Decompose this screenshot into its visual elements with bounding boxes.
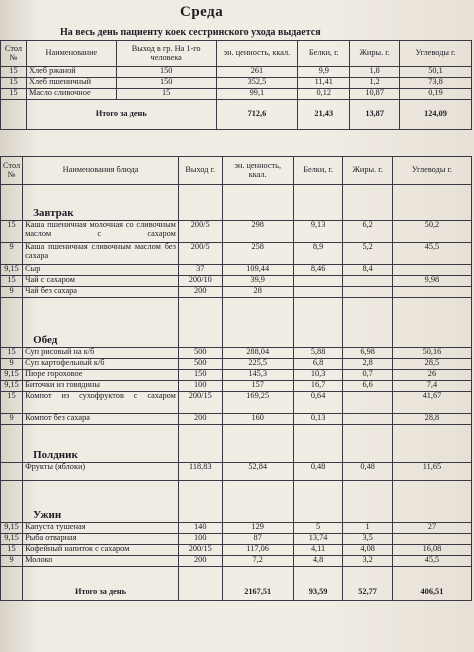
fat-cell: 6,6 [343,381,393,392]
yield-cell: 37 [178,265,222,276]
diet-table-cell: 9,15 [1,265,23,276]
fat-cell [343,287,393,298]
diet-table-cell: 15 [1,78,27,89]
protein-cell: 8,9 [293,243,343,265]
name-cell: Компот без сахара [23,414,179,425]
kcal-cell: 129 [222,523,293,534]
fat-cell: 1,2 [350,78,400,89]
name-cell: Рыба отварная [23,534,179,545]
fat-cell: 5,2 [343,243,393,265]
fat-cell: 3,2 [343,556,393,567]
protein-cell: 5,88 [293,348,343,359]
table-row [1,67,472,78]
diet-table-cell: 9 [1,359,23,370]
name-cell: Хлеб пшеничный [26,78,116,89]
name-cell: Чай с сахаром [23,276,179,287]
protein-cell: 4,11 [293,545,343,556]
carbs-cell: 45,5 [392,243,471,265]
carbs-cell: 7,4 [392,381,471,392]
section-row-lunch [1,298,472,348]
protein-cell: 4,8 [293,556,343,567]
yield-cell: 150 [178,370,222,381]
diet-table-cell: 9 [1,414,23,425]
kcal-cell: 99,1 [216,89,298,100]
section-row-breakfast [1,185,472,221]
name-cell: Пюре гороховое [23,370,179,381]
kcal-cell: 288,04 [222,348,293,359]
yield-cell: 200/10 [178,276,222,287]
table-row [1,78,472,89]
fat-cell [343,414,393,425]
diet-table-cell: 15 [1,348,23,359]
protein-cell [293,287,343,298]
carbs-cell: 28,8 [392,414,471,425]
header-cell: Стол № [1,41,27,67]
section-row-dinner [1,481,472,523]
yield-cell: 500 [178,348,222,359]
yield-cell: 150 [116,78,216,89]
total-protein: 93,59 [293,567,343,601]
name-cell: Капуста тушеная [23,523,179,534]
diet-table-cell: 15 [1,67,27,78]
kcal-cell: 117,06 [222,545,293,556]
table-row [1,370,472,381]
page-title: Среда [180,4,224,20]
kcal-cell: 225,5 [222,359,293,370]
yield-cell: 200 [178,556,222,567]
total-label: Итого за день [23,567,179,601]
header-cell: Выход в гр. На 1-го человека [116,41,216,67]
yield-cell: 150 [116,67,216,78]
kcal-cell: 169,25 [222,392,293,414]
diet-table-cell: 9 [1,556,23,567]
carbs-cell: 11,65 [392,463,471,481]
carbs-cell [392,265,471,276]
protein-cell: 0,12 [298,89,350,100]
kcal-cell: 261 [216,67,298,78]
carbs-cell: 50,2 [392,221,471,243]
carbs-cell: 0,19 [400,89,472,100]
diet-table-cell: 15 [1,276,23,287]
table-row [1,89,472,100]
header-cell: Белки, г. [298,41,350,67]
section-heading-snack: Полдник [23,425,179,463]
kcal-cell: 87 [222,534,293,545]
header-cell: Углеводы г. [392,157,471,185]
yield-cell: 140 [178,523,222,534]
header-cell: Стол № [1,157,23,185]
diet-table-cell: 9 [1,243,23,265]
carbs-cell: 50,1 [400,67,472,78]
kcal-cell: 160 [222,414,293,425]
yield-cell: 100 [178,534,222,545]
kcal-cell: 28 [222,287,293,298]
protein-cell: 9,9 [298,67,350,78]
fat-cell [343,276,393,287]
diet-table-cell: 9 [1,287,23,298]
page-subtitle: На весь день пациенту коек сестринского ухода выдается [60,27,321,38]
yield-cell: 200 [178,414,222,425]
table-row [1,556,472,567]
table-row [1,534,472,545]
kcal-cell: 145,3 [222,370,293,381]
carbs-cell: 41,67 [392,392,471,414]
diet-table-cell: 9,15 [1,523,23,534]
fat-cell: 8,4 [343,265,393,276]
carbs-cell [392,534,471,545]
name-cell: Кофейный напиток с сахаром [23,545,179,556]
table-row [1,381,472,392]
yield-cell: 118,83 [178,463,222,481]
table-row [1,348,472,359]
total-fat: 52,77 [343,567,393,601]
header-cell: Наименования блюда [23,157,179,185]
name-cell: Молоко [23,556,179,567]
yield-cell: 200 [178,287,222,298]
name-cell: Компот из сухофруктов с сахаром [23,392,179,414]
fat-cell: 1,8 [350,67,400,78]
fat-cell: 2,8 [343,359,393,370]
header-cell: Выход г. [178,157,222,185]
yield-cell: 200/5 [178,221,222,243]
meals-table [0,156,472,601]
section-heading-dinner: Ужин [23,481,179,523]
kcal-cell: 258 [222,243,293,265]
diet-table-cell: 15 [1,221,23,243]
table-row [1,287,472,298]
total-protein: 21,43 [298,100,350,130]
protein-cell: 8,46 [293,265,343,276]
yield-cell: 200/15 [178,545,222,556]
table-row [1,523,472,534]
fat-cell: 0,7 [343,370,393,381]
table-row [1,545,472,556]
bread-butter-table [0,40,472,130]
yield-cell: 200/5 [178,243,222,265]
name-cell: Чай без сахара [23,287,179,298]
table-row [1,463,472,481]
diet-table-cell: 9,15 [1,534,23,545]
fat-cell: 0,48 [343,463,393,481]
header-cell: Жиры. г. [343,157,393,185]
table-row [1,359,472,370]
table-row [1,392,472,414]
diet-table-cell: 15 [1,392,23,414]
kcal-cell: 298 [222,221,293,243]
carbs-cell: 27 [392,523,471,534]
table-row [1,243,472,265]
header-cell: Наименование [26,41,116,67]
yield-cell: 200/15 [178,392,222,414]
fat-cell: 10,87 [350,89,400,100]
total-fat: 13,87 [350,100,400,130]
yield-cell: 500 [178,359,222,370]
total-row [1,100,472,130]
name-cell: Биточки из говядины [23,381,179,392]
protein-cell: 9,13 [293,221,343,243]
diet-table-cell: 15 [1,89,27,100]
table-row [1,221,472,243]
protein-cell: 11,41 [298,78,350,89]
carbs-cell: 28,5 [392,359,471,370]
fat-cell: 6,2 [343,221,393,243]
protein-cell: 0,48 [293,463,343,481]
fat-cell: 1 [343,523,393,534]
carbs-cell: 16,08 [392,545,471,556]
total-carbs: 124,09 [400,100,472,130]
protein-cell: 6,8 [293,359,343,370]
header-cell: эн. ценность, ккал. [222,157,293,185]
fat-cell: 6,98 [343,348,393,359]
name-cell: Каша пшеничная молочная со сливочным маслом с сахаром [23,221,179,243]
header-cell: Жиры. г. [350,41,400,67]
section-row-snack [1,425,472,463]
total-carbs: 406,51 [392,567,471,601]
total-kcal: 712,6 [216,100,298,130]
protein-cell: 16,7 [293,381,343,392]
carbs-cell: 50,16 [392,348,471,359]
carbs-cell: 73,8 [400,78,472,89]
table-header-row [1,41,472,67]
name-cell: Хлеб ржаной [26,67,116,78]
section-heading-breakfast: Завтрак [23,185,179,221]
diet-table-cell [1,463,23,481]
carbs-cell: 26 [392,370,471,381]
total-row [1,567,472,601]
name-cell: Фрукты (яблоки) [23,463,179,481]
carbs-cell: 9,98 [392,276,471,287]
total-kcal: 2167,51 [222,567,293,601]
kcal-cell: 352,5 [216,78,298,89]
yield-cell: 15 [116,89,216,100]
name-cell: Сыр [23,265,179,276]
name-cell: Каша пшеничная сливочным маслом без сахара [23,243,179,265]
fat-cell: 3,5 [343,534,393,545]
kcal-cell: 52,84 [222,463,293,481]
yield-cell: 100 [178,381,222,392]
kcal-cell: 109,44 [222,265,293,276]
protein-cell: 13,74 [293,534,343,545]
protein-cell: 5 [293,523,343,534]
table-row [1,276,472,287]
header-cell: Углеводы г. [400,41,472,67]
protein-cell: 0,13 [293,414,343,425]
kcal-cell: 7,2 [222,556,293,567]
total-label: Итого за день [26,100,216,130]
kcal-cell: 39,9 [222,276,293,287]
fat-cell: 4,08 [343,545,393,556]
fat-cell [343,392,393,414]
name-cell: Суп рисовый на к/б [23,348,179,359]
protein-cell [293,276,343,287]
diet-table-cell: 9,15 [1,381,23,392]
header-cell: Белки, г. [293,157,343,185]
header-cell: эн. ценность, ккал. [216,41,298,67]
table-header-row [1,157,472,185]
section-heading-lunch: Обед [23,298,179,348]
diet-table-cell: 9,15 [1,370,23,381]
name-cell: Масло сливочное [26,89,116,100]
table-row [1,265,472,276]
diet-table-cell: 15 [1,545,23,556]
carbs-cell [392,287,471,298]
kcal-cell: 157 [222,381,293,392]
name-cell: Суп картофельный к/б [23,359,179,370]
protein-cell: 0,64 [293,392,343,414]
table-row [1,414,472,425]
protein-cell: 10,3 [293,370,343,381]
carbs-cell: 45,5 [392,556,471,567]
